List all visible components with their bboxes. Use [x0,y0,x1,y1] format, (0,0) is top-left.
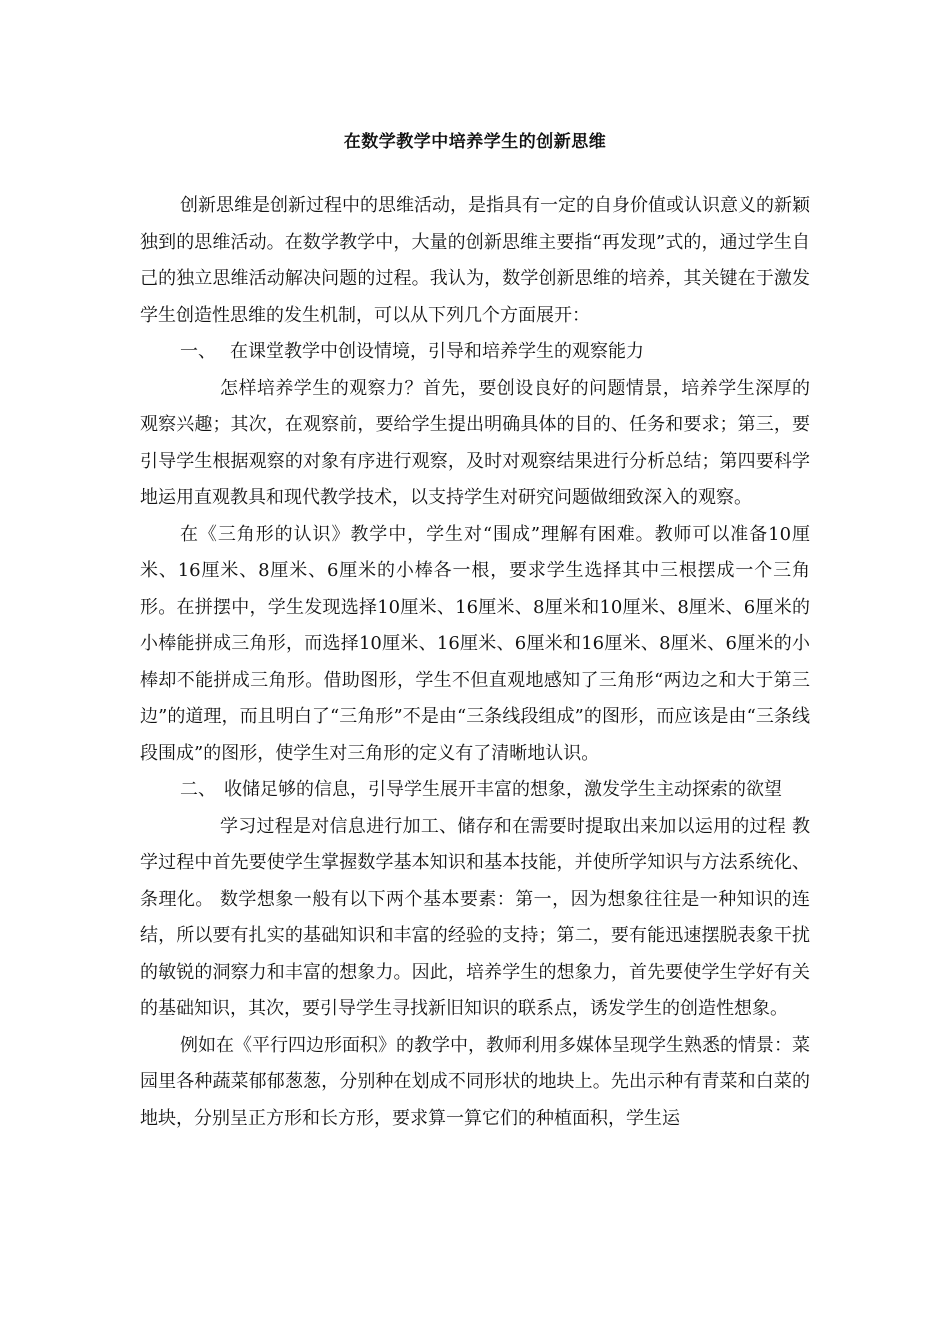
section-heading-1 [140,334,810,371]
imagination-paragraph: 学习过程是对信息进行加工、储存和在需要时提取出来加以运用的过程 教学过程中首先要使学生掌握数学基本知识和基本技能，并使所学知识与方法系统化、条理化。 数学想象一般有以下两个基本要素：第一，因为想象往往是一种知识的连结，所以要有扎实的基础知识和丰富的经验的支持；第二，要有能迅速摆脱表象干扰的敏锐的洞察力和丰富的想象力。因此，培养学生的想象力，首先要使学生学好有关的基础知识，其次，要引导学生寻找新旧知识的联系点，诱发学生的创造性想象。 [140,815,810,1019]
section-number-1: 一、 [180,341,216,362]
section-heading-text-1: 在课堂教学中创设情境，引导和培养学生的观察能力 [230,341,644,362]
section-heading-2 [140,772,810,809]
document-body [140,188,810,1137]
parallelogram-example-paragraph: 例如在《平行四边形面积》的教学中，教师利用多媒体呈现学生熟悉的情景：菜园里各种蔬菜郁郁葱葱，分别种在划成不同形状的地块上。先出示种有青菜和白菜的地块，分别呈正方形和长方形，要求算一算它们的种植面积，学生运 [140,1034,810,1129]
triangle-example-paragraph: 在《三角形的认识》教学中，学生对“围成”理解有困难。教师可以准备10厘米、16厘米、8厘米、6厘米的小棒各一根，要求学生选择其中三根摆成一个三角形。在拼摆中，学生发现选择10厘米、16厘米、8厘米和10厘米、8厘米、6厘米的小棒能拼成三角形，而选择10厘米、16厘米、6厘米和16厘米、8厘米、6厘米的小棒却不能拼成三角形。借助图形，学生不但直观地感知了三角形“两边之和大于第三边”的道理，而且明白了“三角形”不是由“三条线段组成”的图形，而应该是由“三条线段围成”的图形，使学生对三角形的定义有了清晰地认识。 [140,523,810,764]
document-title: 在数学教学中培养学生的创新思维 [343,132,607,152]
observation-paragraph: 怎样培养学生的观察力？首先，要创设良好的问题情景，培养学生深厚的观察兴趣；其次，在观察前，要给学生提出明确具体的目的、任务和要求；第三，要引导学生根据观察的对象有序进行观察，及时对观察结果进行分析总结；第四要科学地运用直观教具和现代教学技术，以支持学生对研究问题做细致深入的观察。 [140,377,810,508]
document-page [140,0,810,1344]
intro-paragraph: 创新思维是创新过程中的思维活动，是指具有一定的自身价值或认识意义的新颖独到的思维活动。在数学教学中，大量的创新思维主要指“再发现”式的，通过学生自己的独立思维活动解决问题的过程。我认为，数学创新思维的培养，其关键在于激发学生创造性思维的发生机制，可以从下列几个方面展开： [140,195,810,326]
section-heading-text-2: 收储足够的信息，引导学生展开丰富的想象，激发学生主动探索的欲望 [224,779,782,800]
section-number-2: 二、 [180,779,216,800]
